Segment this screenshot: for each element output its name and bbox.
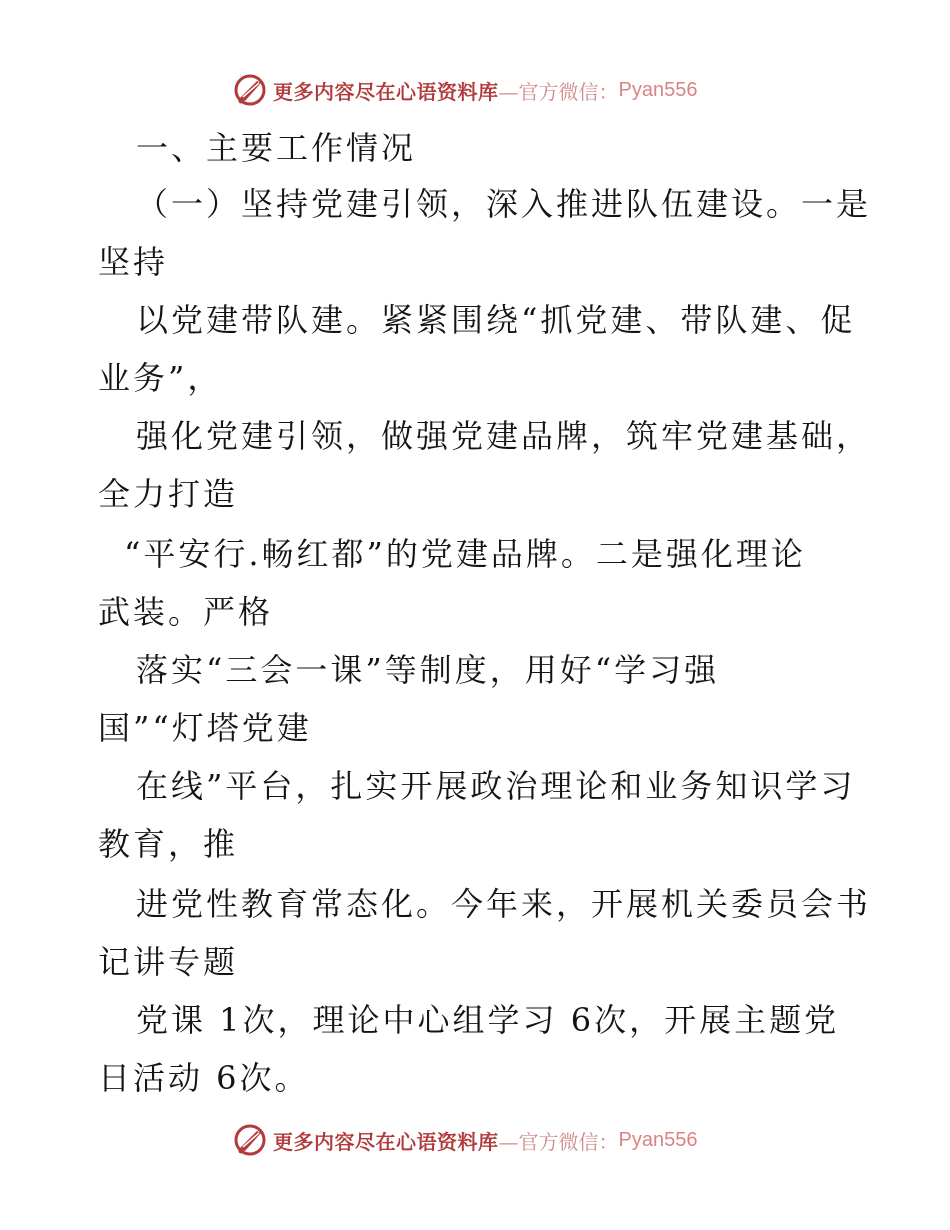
watermark-brand-text: 更多内容尽在心语资料库 — [273, 1129, 499, 1154]
paragraph-line: 日活动 6次。 — [98, 1059, 310, 1097]
watermark-wechat-id: Pyan556 — [618, 78, 698, 101]
paragraph-line: 教育，推 — [98, 825, 239, 863]
footer-watermark — [233, 1122, 697, 1158]
paragraph-line: 武装。严格 — [98, 593, 274, 631]
paragraph-line: 坚持 — [98, 243, 169, 281]
paragraph-line: 在线”平台，扎实开展政治理论和业务知识学习 — [136, 767, 856, 805]
quill-pen-logo-icon — [233, 73, 267, 107]
section-heading: 一、主要工作情况 — [136, 129, 417, 167]
quill-pen-logo-icon — [233, 1123, 267, 1157]
watermark-wechat-label: —官方微信： — [498, 79, 619, 104]
paragraph-line: 强化党建引领，做强党建品牌，筑牢党建基础， — [136, 417, 872, 455]
paragraph-line: 全力打造 — [98, 475, 239, 513]
paragraph-line: 以党建带队建。紧紧围绕“抓党建、带队建、促 — [136, 301, 856, 339]
paragraph-line: 落实“三会一课”等制度，用好“学习强 — [136, 651, 720, 689]
paragraph-line: （一）坚持党建引领，深入推进队伍建设。一是 — [136, 185, 872, 223]
watermark-wechat-label: —官方微信： — [498, 1129, 619, 1154]
watermark-wechat-id: Pyan556 — [618, 1128, 698, 1151]
paragraph-line: “平安行.畅红都”的党建品牌。二是强化理论 — [124, 535, 806, 573]
paragraph-line: 业务”， — [98, 359, 223, 397]
paragraph-line: 进党性教育常态化。今年来，开展机关委员会书 — [136, 885, 872, 923]
watermark-brand-text: 更多内容尽在心语资料库 — [273, 79, 499, 104]
paragraph-line: 记讲专题 — [98, 943, 239, 981]
paragraph-line: 党课 1次，理论中心组学习 6次，开展主题党 — [136, 1001, 840, 1039]
paragraph-line: 国”“灯塔党建 — [98, 709, 312, 747]
header-watermark — [233, 72, 697, 108]
